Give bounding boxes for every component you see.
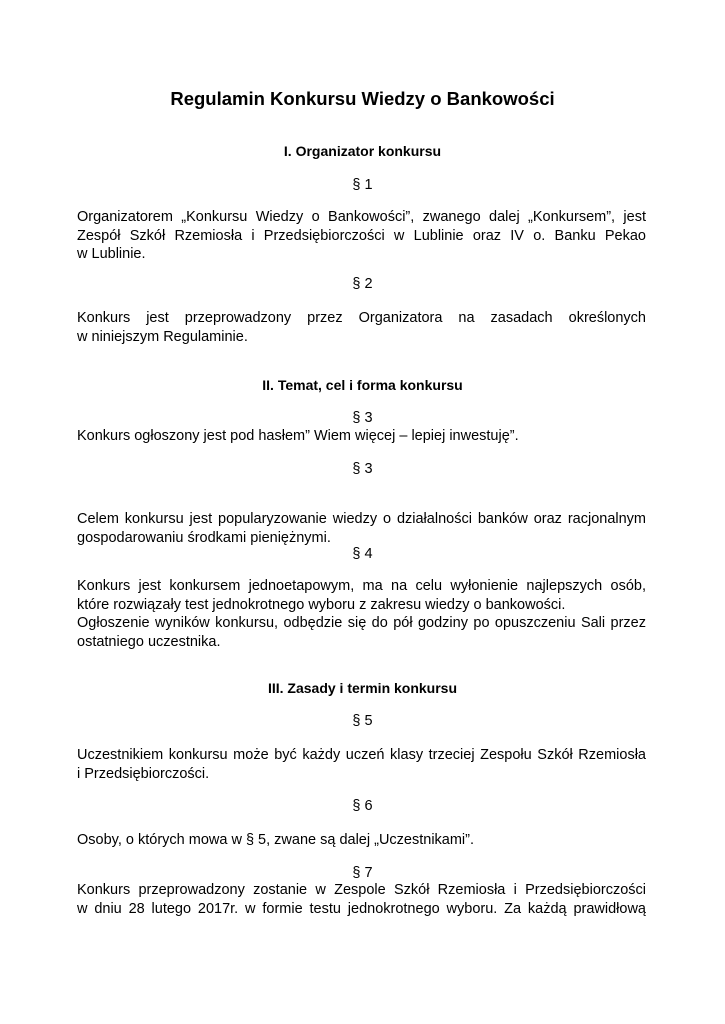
paragraph-line: Konkurs jest konkursem jednoetapowym, ma na celu wyłonienie najlepszych osób, (77, 578, 646, 594)
paragraph-line: gospodarowaniu środkami pieniężnymi. (77, 529, 331, 546)
paragraph-mark-3a: § 3 (352, 410, 373, 426)
paragraph-line: w Lublinie. (77, 246, 146, 262)
paragraph-mark-6: § 6 (352, 798, 373, 814)
paragraph-line: Ogłoszenie wyników konkursu, odbędzie się do pół godziny po opuszczeniu Sali przez (77, 615, 646, 631)
paragraph-6 (77, 831, 646, 850)
paragraph-mark-4: § 4 (352, 546, 373, 562)
paragraph-5 (77, 746, 646, 783)
paragraph-mark-3b: § 3 (352, 461, 373, 477)
paragraph-line: Konkurs ogłoszony jest pod hasłem” Wiem więcej – lepiej inwestuję”. (77, 428, 519, 444)
paragraph-line: Organizatorem „Konkursu Wiedzy o Bankowości”, zwanego dalej „Konkursem”, jest (77, 209, 646, 225)
paragraph-1 (77, 208, 646, 264)
paragraph-3b (77, 510, 646, 547)
paragraph-line: w dniu 28 lutego 2017r. w formie testu jednokrotnego wyboru. Za każdą prawidłową (77, 900, 646, 917)
paragraph-mark-5: § 5 (352, 713, 373, 729)
paragraph-line: Osoby, o których mowa w § 5, zwane są dalej „Uczestnikami”. (77, 832, 475, 848)
paragraph-line: które rozwiązały test jednokrotnego wyboru z zakresu wiedzy o bankowości. (77, 596, 566, 613)
paragraph-line: ostatniego uczestnika. (77, 633, 221, 650)
section-heading-1: I. Organizator konkursu (283, 143, 442, 159)
paragraph-2 (77, 309, 646, 346)
paragraph-mark-2: § 2 (352, 276, 373, 292)
paragraph-line: Konkurs przeprowadzony zostanie w Zespole Szkół Rzemiosła i Przedsiębiorczości (77, 882, 646, 898)
paragraph-mark-1: § 1 (352, 177, 373, 193)
paragraph-line: Celem konkursu jest popularyzowanie wiedzy o działalności banków oraz racjonalnym (77, 511, 646, 527)
paragraph-7 (77, 881, 646, 918)
paragraph-line: Uczestnikiem konkursu może być każdy uczeń klasy trzeciej Zespołu Szkół Rzemiosła (77, 747, 646, 763)
section-heading-3: III. Zasady i termin konkursu (267, 680, 458, 696)
paragraph-4 (77, 577, 646, 651)
paragraph-line: w niniejszym Regulaminie. (77, 328, 248, 345)
paragraph-3a (77, 427, 646, 446)
section-heading-2: II. Temat, cel i forma konkursu (262, 377, 463, 393)
document-title: Regulamin Konkursu Wiedzy o Bankowości (170, 88, 555, 109)
paragraph-line: Zespół Szkół Rzemiosła i Przedsiębiorczości w Lublinie oraz IV o. Banku Pekao (77, 227, 646, 244)
paragraph-mark-7: § 7 (352, 865, 373, 881)
paragraph-line: i Przedsiębiorczości. (77, 765, 210, 782)
paragraph-line: Konkurs jest przeprowadzony przez Organizatora na zasadach określonych (77, 310, 646, 326)
